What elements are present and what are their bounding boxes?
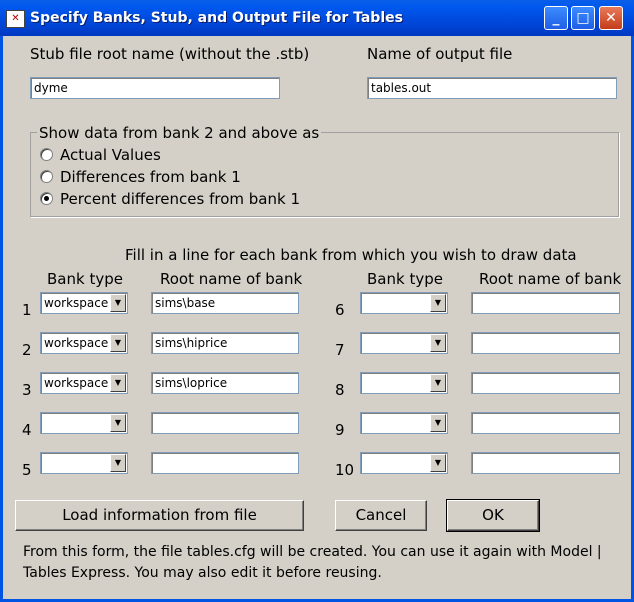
col-header-root-name-right: Root name of bank	[479, 270, 622, 288]
bank-row-number: 4	[22, 421, 32, 439]
maximize-button[interactable]	[571, 6, 595, 30]
radio-label: Actual Values	[60, 146, 161, 164]
col-header-bank-type-right: Bank type	[367, 270, 443, 288]
chevron-down-icon[interactable]: ▼	[110, 294, 126, 312]
bank-root-name-input[interactable]	[471, 332, 620, 354]
bank-type-select[interactable]	[40, 412, 128, 434]
bank-type-select[interactable]	[40, 452, 128, 474]
bank-type-select[interactable]	[360, 372, 448, 394]
bank-root-name-input[interactable]: sims\loprice	[151, 372, 299, 394]
bank-type-value: workspace	[44, 376, 109, 390]
bank-root-name-input[interactable]	[151, 452, 299, 474]
radio-differences[interactable]	[40, 168, 241, 188]
cancel-button[interactable]: Cancel	[335, 500, 427, 531]
dialog-body	[3, 36, 631, 599]
bank-type-select[interactable]	[360, 332, 448, 354]
minimize-icon: _	[552, 10, 560, 26]
bank-root-name-input[interactable]	[151, 412, 299, 434]
bank-root-name-input[interactable]	[471, 412, 620, 434]
bank-root-name-input[interactable]	[471, 452, 620, 474]
bank-row-number: 10	[335, 461, 355, 479]
info-note: From this form, the file tables.cfg will be created. You can use it again with Model | Tables Express. You may also edit it before reusing.	[23, 544, 602, 581]
bank-row-number: 3	[22, 381, 32, 399]
radio-label: Differences from bank 1	[60, 168, 241, 186]
chevron-down-icon[interactable]: ▼	[110, 454, 126, 472]
chevron-down-icon[interactable]: ▼	[430, 374, 446, 392]
bank-type-select[interactable]	[360, 412, 448, 434]
title-bar[interactable]	[0, 0, 634, 36]
bank-root-name-input[interactable]	[471, 372, 620, 394]
maximize-icon: □	[576, 10, 590, 26]
bank-type-value: workspace	[44, 296, 109, 310]
bank-row-number: 2	[22, 341, 32, 359]
bank-type-select[interactable]	[40, 292, 128, 314]
app-icon[interactable]: ✕	[6, 10, 25, 28]
chevron-down-icon[interactable]: ▼	[430, 334, 446, 352]
bank-row-number: 8	[335, 381, 345, 399]
bank-type-value: workspace	[44, 336, 109, 350]
chevron-down-icon[interactable]: ▼	[110, 374, 126, 392]
bank-row-number: 1	[22, 301, 32, 319]
bank-root-name-input[interactable]: sims\base	[151, 292, 299, 314]
bank-row-number: 6	[335, 301, 345, 319]
stub-file-input[interactable]: dyme	[30, 77, 280, 99]
col-header-root-name-left: Root name of bank	[160, 270, 303, 288]
bank-type-select[interactable]	[360, 452, 448, 474]
radio-icon	[40, 148, 53, 161]
radio-icon	[40, 170, 53, 183]
stub-label: Stub file root name (without the .stb)	[30, 45, 310, 63]
show-data-group-title: Show data from bank 2 and above as	[39, 124, 320, 142]
chevron-down-icon[interactable]: ▼	[110, 414, 126, 432]
bank-root-name-input[interactable]	[471, 292, 620, 314]
close-icon: ✕	[605, 10, 617, 26]
chevron-down-icon[interactable]: ▼	[430, 294, 446, 312]
col-header-bank-type-left: Bank type	[47, 270, 123, 288]
chevron-down-icon[interactable]: ▼	[430, 454, 446, 472]
radio-icon	[40, 192, 53, 205]
radio-actual-values[interactable]	[40, 146, 161, 166]
bank-type-select[interactable]	[40, 372, 128, 394]
output-file-input[interactable]: tables.out	[367, 77, 617, 99]
radio-label: Percent differences from bank 1	[60, 190, 300, 208]
bank-row-number: 9	[335, 421, 345, 439]
bank-type-select[interactable]	[40, 332, 128, 354]
output-label: Name of output file	[367, 45, 513, 63]
chevron-down-icon[interactable]: ▼	[430, 414, 446, 432]
radio-percent-differences[interactable]	[40, 190, 300, 210]
window-title: Specify Banks, Stub, and Output File for Tables	[30, 10, 403, 26]
chevron-down-icon[interactable]: ▼	[110, 334, 126, 352]
load-from-file-button[interactable]: Load information from file	[15, 500, 304, 531]
bank-root-name-input[interactable]: sims\hiprice	[151, 332, 299, 354]
close-button[interactable]	[599, 6, 623, 30]
banks-instruction: Fill in a line for each bank from which you wish to draw data	[125, 246, 577, 264]
bank-row-number: 7	[335, 341, 345, 359]
minimize-button[interactable]	[544, 6, 568, 30]
bank-type-select[interactable]	[360, 292, 448, 314]
ok-button[interactable]: OK	[447, 500, 539, 531]
bank-row-number: 5	[22, 461, 32, 479]
